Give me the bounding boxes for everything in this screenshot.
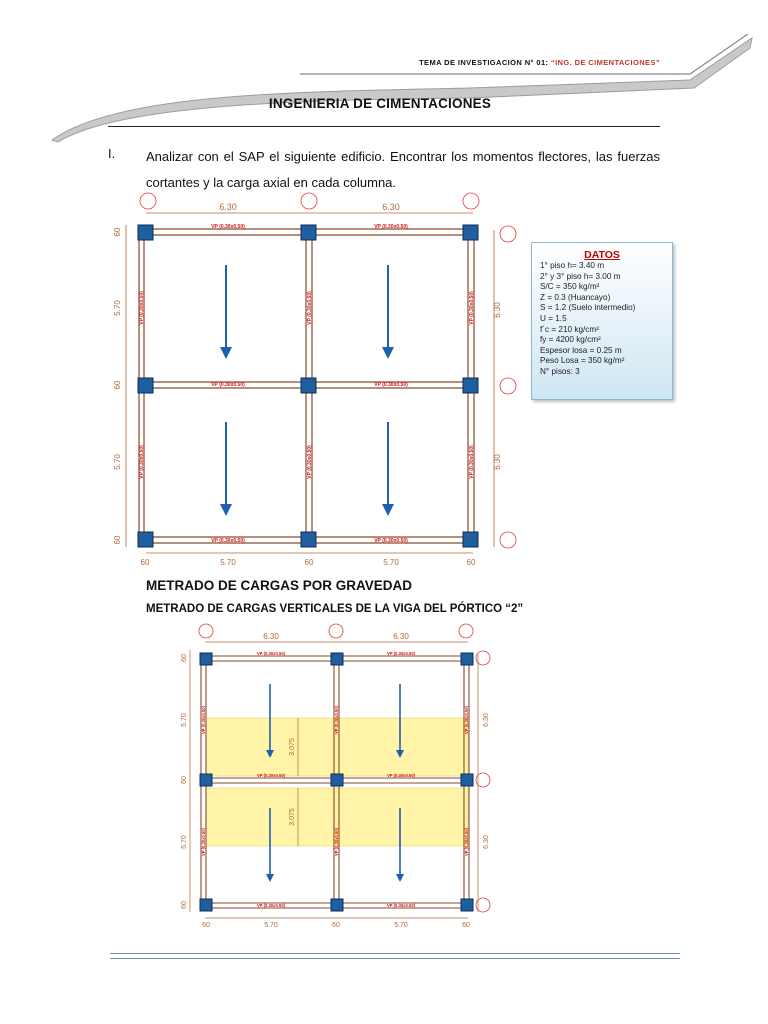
- columns: [200, 653, 473, 911]
- header-swoosh: [0, 0, 768, 150]
- datos-line: Z = 0.3 (Huancayo): [540, 292, 611, 302]
- plan1-bottom-dim-1: 60: [140, 558, 150, 567]
- datos-title: DATOS: [584, 249, 620, 261]
- plan1-left-dim-5: 60: [113, 535, 122, 545]
- plan2-beam-label: VP (0.30x0.50): [256, 651, 286, 656]
- plan2-bottom-dim-5: 60: [462, 922, 470, 929]
- columns: [138, 225, 478, 547]
- plan2-bottom-dim-2: 5.70: [264, 922, 278, 929]
- header-topic: [300, 58, 660, 67]
- plan2-beam-label: VP (0.30x0.50): [386, 773, 416, 778]
- plan2-bottom-dim-3: 60: [332, 922, 340, 929]
- floor-plan-1: [108, 190, 528, 575]
- plan1-beam-label: VP (0.30x0.50): [211, 224, 245, 230]
- plan2-beam-label-v: VP (0.30x0.50): [201, 705, 206, 735]
- section-heading-vertical: METRADO DE CARGAS VERTICALES DE LA VIGA DEL PÓRTICO “2”: [146, 603, 524, 615]
- plan1-beam-label: VP (0.30x0.50): [374, 538, 408, 544]
- plan1-beam-label: VP (0.30x0.50): [211, 538, 245, 544]
- title-divider: [108, 126, 660, 127]
- plan1-beam-label-v: VP (0.30x0.50): [307, 445, 313, 479]
- problem-number: I.: [108, 146, 116, 161]
- plan1-beam-label-v: VP (0.30x0.50): [469, 445, 475, 479]
- plan2-left-dim-5: 60: [181, 901, 188, 909]
- plan1-beam-label-v: VP (0.30x0.50): [139, 291, 145, 325]
- plan1-beam-label-v: VP (0.30x0.50): [139, 445, 145, 479]
- header-topic-value: “ING. DE CIMENTACIONES”: [550, 58, 660, 67]
- plan1-bottom-dim-4: 5.70: [383, 558, 399, 567]
- plan2-bottom-dim-1: 60: [202, 922, 210, 929]
- grid-bubbles: [140, 193, 516, 548]
- datos-line: N° pisos: 3: [540, 366, 580, 376]
- tributary-width-2: 3.075: [289, 808, 296, 826]
- plan2-left-dim-2: 5.70: [181, 713, 188, 727]
- plan2-beam-label-v: VP (0.30x0.50): [464, 827, 469, 857]
- plan1-left-dim-4: 5.70: [113, 454, 122, 470]
- plan1-right-dim-1: 6.30: [493, 302, 502, 318]
- plan2-right-dim-1: 6.30: [483, 713, 490, 727]
- plan2-right-dim-2: 6.30: [483, 835, 490, 849]
- datos-line: 2° y 3° piso h= 3.00 m: [540, 271, 621, 281]
- page-title: INGENIERIA DE CIMENTACIONES: [268, 96, 492, 111]
- datos-box: [531, 242, 673, 400]
- tributary-width-1: 3.075: [289, 738, 296, 756]
- plan2-beam-label: VP (0.30x0.50): [386, 903, 416, 908]
- datos-line: 1° piso h= 3.40 m: [540, 261, 605, 270]
- plan1-beam-label: VP (0.30x0.50): [374, 224, 408, 230]
- datos-line: S/C = 350 kg/m²: [540, 282, 600, 292]
- plan2-beam-label-v: VP (0.30x0.50): [334, 705, 339, 735]
- header-topic-label: TEMA DE INVESTIGACION N° 01: [419, 58, 546, 67]
- plan1-left-dim-2: 5.70: [113, 300, 122, 316]
- plan1-left-dim-3: 60: [113, 380, 122, 390]
- plan1-top-span-1: 6.30: [219, 202, 237, 212]
- plan1-left-dim-1: 60: [113, 227, 122, 237]
- plan2-left-dim-4: 5.70: [181, 835, 188, 849]
- plan1-bottom-dim-3: 60: [304, 558, 314, 567]
- plan2-left-dim-3: 60: [181, 776, 188, 784]
- plan2-beam-label-v: VP (0.30x0.50): [334, 827, 339, 857]
- datos-line: Espesor losa = 0.25 m: [540, 345, 622, 355]
- problem-text: Analizar con el SAP el siguiente edificio. Encontrar los momentos flectores, las fuerzas cortantes y la carga axial en cada columna.: [146, 149, 660, 190]
- plan2-top-span-1: 6.30: [263, 632, 279, 641]
- plan2-beam-label-v: VP (0.30x0.50): [201, 827, 206, 857]
- plan2-beam-label: VP (0.30x0.50): [256, 773, 286, 778]
- plan1-beam-label: VP (0.30x0.50): [374, 382, 408, 388]
- plan1-top-span-2: 6.30: [382, 202, 400, 212]
- plan2-beam-label: VP (0.30x0.50): [386, 651, 416, 656]
- plan2-beam-label-v: VP (0.30x0.50): [464, 705, 469, 735]
- plan1-bottom-dim-2: 5.70: [220, 558, 236, 567]
- datos-line: fy = 4200 kg/cm²: [540, 335, 601, 345]
- plan1-beam-label-v: VP (0.30x0.50): [469, 291, 475, 325]
- plan1-bottom-dim-5: 60: [466, 558, 476, 567]
- plan1-right-dim-2: 6.30: [493, 454, 502, 470]
- datos-line: Peso Losa = 350 kg/m²: [540, 356, 625, 366]
- plan2-beam-label: VP (0.30x0.50): [256, 903, 286, 908]
- datos-line: f´c = 210 kg/cm²: [540, 324, 599, 334]
- datos-line: S = 1.2 (Suelo intermedio): [540, 303, 636, 313]
- plan2-bottom-dim-4: 5.70: [394, 922, 408, 929]
- plan1-beam-label: VP (0.30x0.50): [211, 382, 245, 388]
- section-heading-gravity: METRADO DE CARGAS POR GRAVEDAD: [146, 578, 413, 593]
- header-topic-sep: :: [545, 58, 551, 67]
- plan2-left-dim-1: 60: [181, 654, 188, 662]
- plan1-beam-label-v: VP (0.30x0.50): [307, 291, 313, 325]
- datos-line: U = 1.5: [540, 313, 567, 323]
- plan2-top-span-2: 6.30: [393, 632, 409, 641]
- footer-divider: [110, 953, 680, 959]
- floor-plan-2: [178, 620, 508, 932]
